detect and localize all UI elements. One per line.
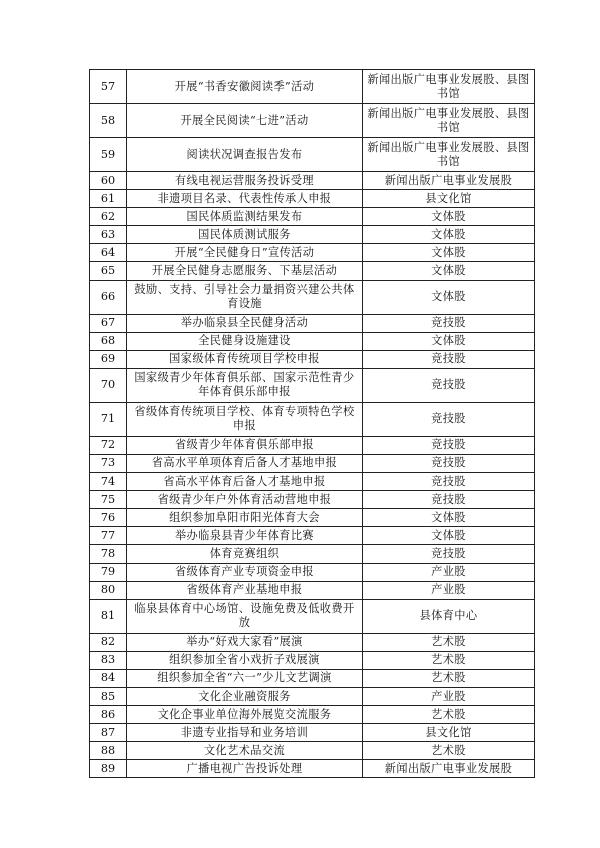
table-row: [90, 581, 535, 599]
service-item: 组织参加全省小戏折子戏展演: [127, 651, 363, 669]
service-item: 省级体育传统项目学校、体育专项特色学校申报: [127, 402, 363, 436]
row-number: 77: [90, 527, 127, 545]
table-row: [90, 368, 535, 402]
responsible-department: 竞技股: [363, 436, 535, 454]
table-row: [90, 402, 535, 436]
responsible-department: 竞技股: [363, 545, 535, 563]
table-row: [90, 70, 535, 104]
row-number: 57: [90, 70, 127, 104]
row-number: 74: [90, 473, 127, 491]
service-item: 国家级青少年体育俱乐部、国家示范性青少年体育俱乐部申报: [127, 368, 363, 402]
service-item: 开展“全民健身日”宣传活动: [127, 244, 363, 262]
table-row: [90, 742, 535, 760]
responsible-department: 文体股: [363, 226, 535, 244]
responsible-department: 产业股: [363, 687, 535, 705]
service-item: 省高水平体育后备人才基地申报: [127, 473, 363, 491]
table-row: [90, 226, 535, 244]
service-item: 阅读状况调查报告发布: [127, 138, 363, 172]
responsible-department: 新闻出版广电事业发展股、县图书馆: [363, 70, 535, 104]
service-item: 全民健身设施建设: [127, 332, 363, 350]
responsible-department: 文体股: [363, 527, 535, 545]
responsible-department: 竞技股: [363, 473, 535, 491]
row-number: 79: [90, 563, 127, 581]
table-row: [90, 509, 535, 527]
row-number: 85: [90, 687, 127, 705]
service-item: 组织参加全省“六一”少儿文艺调演: [127, 669, 363, 687]
table-row: [90, 350, 535, 368]
row-number: 65: [90, 262, 127, 280]
responsible-department: 产业股: [363, 563, 535, 581]
responsible-department: 文体股: [363, 262, 535, 280]
row-number: 86: [90, 706, 127, 724]
responsible-department: 艺术股: [363, 669, 535, 687]
responsible-department: 产业股: [363, 581, 535, 599]
service-item: 文化艺术品交流: [127, 742, 363, 760]
service-item: 举办“好戏大家看”展演: [127, 633, 363, 651]
responsible-department: 新闻出版广电事业发展股、县图书馆: [363, 104, 535, 138]
row-number: 89: [90, 760, 127, 778]
service-item: 国家级体育传统项目学校申报: [127, 350, 363, 368]
table-row: [90, 563, 535, 581]
service-item: 鼓励、支持、引导社会力量捐资兴建公共体育设施: [127, 280, 363, 314]
service-item: 省高水平单项体育后备人才基地申报: [127, 454, 363, 472]
service-item: 有线电视运营服务投诉受理: [127, 172, 363, 190]
responsible-department: 县文化馆: [363, 724, 535, 742]
responsible-department: 文体股: [363, 280, 535, 314]
row-number: 61: [90, 190, 127, 208]
row-number: 68: [90, 332, 127, 350]
table-row: [90, 527, 535, 545]
table-row: [90, 332, 535, 350]
responsible-department: 竞技股: [363, 491, 535, 509]
service-item: 文化企事业单位海外展览交流服务: [127, 706, 363, 724]
row-number: 80: [90, 581, 127, 599]
table-row: [90, 244, 535, 262]
responsible-department: 县体育中心: [363, 599, 535, 633]
service-item: 广播电视广告投诉处理: [127, 760, 363, 778]
row-number: 71: [90, 402, 127, 436]
responsible-department: 文体股: [363, 244, 535, 262]
table-row: [90, 208, 535, 226]
row-number: 81: [90, 599, 127, 633]
row-number: 69: [90, 350, 127, 368]
responsible-department: 竞技股: [363, 314, 535, 332]
table-row: [90, 706, 535, 724]
responsible-department: 文体股: [363, 208, 535, 226]
service-item: 开展全民健身志愿服务、下基层活动: [127, 262, 363, 280]
table-row: [90, 724, 535, 742]
row-number: 82: [90, 633, 127, 651]
service-item: 举办临泉县青少年体育比赛: [127, 527, 363, 545]
table-row: [90, 473, 535, 491]
responsible-department: 竞技股: [363, 350, 535, 368]
row-number: 67: [90, 314, 127, 332]
service-item: 开展“书香安徽阅读季”活动: [127, 70, 363, 104]
table-row: [90, 687, 535, 705]
row-number: 70: [90, 368, 127, 402]
service-item: 省级体育产业专项资金申报: [127, 563, 363, 581]
table-row: [90, 436, 535, 454]
service-list-table: [89, 69, 535, 778]
service-item: 组织参加阜阳市阳光体育大会: [127, 509, 363, 527]
row-number: 58: [90, 104, 127, 138]
table-row: [90, 669, 535, 687]
table-row: [90, 104, 535, 138]
service-item: 开展全民阅读“七进”活动: [127, 104, 363, 138]
responsible-department: 竞技股: [363, 454, 535, 472]
service-item: 体育竞赛组织: [127, 545, 363, 563]
table-body: [90, 70, 535, 778]
table-row: [90, 491, 535, 509]
service-item: 省级青少年体育俱乐部申报: [127, 436, 363, 454]
responsible-department: 艺术股: [363, 706, 535, 724]
table-row: [90, 190, 535, 208]
row-number: 84: [90, 669, 127, 687]
table-row: [90, 651, 535, 669]
row-number: 76: [90, 509, 127, 527]
responsible-department: 艺术股: [363, 633, 535, 651]
service-item: 省级体育产业基地申报: [127, 581, 363, 599]
service-item: 国民体质测试服务: [127, 226, 363, 244]
row-number: 72: [90, 436, 127, 454]
table-row: [90, 760, 535, 778]
table-row: [90, 262, 535, 280]
service-item: 国民体质监测结果发布: [127, 208, 363, 226]
service-item: 省级青少年户外体育活动营地申报: [127, 491, 363, 509]
table-row: [90, 633, 535, 651]
row-number: 75: [90, 491, 127, 509]
responsible-department: 新闻出版广电事业发展股: [363, 760, 535, 778]
service-item: 举办临泉县全民健身活动: [127, 314, 363, 332]
row-number: 73: [90, 454, 127, 472]
responsible-department: 竞技股: [363, 368, 535, 402]
row-number: 64: [90, 244, 127, 262]
service-item: 临泉县体育中心场馆、设施免费及低收费开放: [127, 599, 363, 633]
responsible-department: 艺术股: [363, 742, 535, 760]
table-row: [90, 454, 535, 472]
row-number: 63: [90, 226, 127, 244]
responsible-department: 艺术股: [363, 651, 535, 669]
responsible-department: 文体股: [363, 509, 535, 527]
table-row: [90, 314, 535, 332]
table-row: [90, 280, 535, 314]
table-row: [90, 172, 535, 190]
row-number: 66: [90, 280, 127, 314]
responsible-department: 新闻出版广电事业发展股、县图书馆: [363, 138, 535, 172]
service-item: 文化企业融资服务: [127, 687, 363, 705]
row-number: 78: [90, 545, 127, 563]
row-number: 88: [90, 742, 127, 760]
responsible-department: 文体股: [363, 332, 535, 350]
responsible-department: 竞技股: [363, 402, 535, 436]
service-item: 非遗专业指导和业务培训: [127, 724, 363, 742]
row-number: 62: [90, 208, 127, 226]
row-number: 59: [90, 138, 127, 172]
responsible-department: 新闻出版广电事业发展股: [363, 172, 535, 190]
table-row: [90, 545, 535, 563]
table-row: [90, 599, 535, 633]
responsible-department: 县文化馆: [363, 190, 535, 208]
table-row: [90, 138, 535, 172]
row-number: 87: [90, 724, 127, 742]
service-item: 非遗项目名录、代表性传承人申报: [127, 190, 363, 208]
row-number: 83: [90, 651, 127, 669]
row-number: 60: [90, 172, 127, 190]
